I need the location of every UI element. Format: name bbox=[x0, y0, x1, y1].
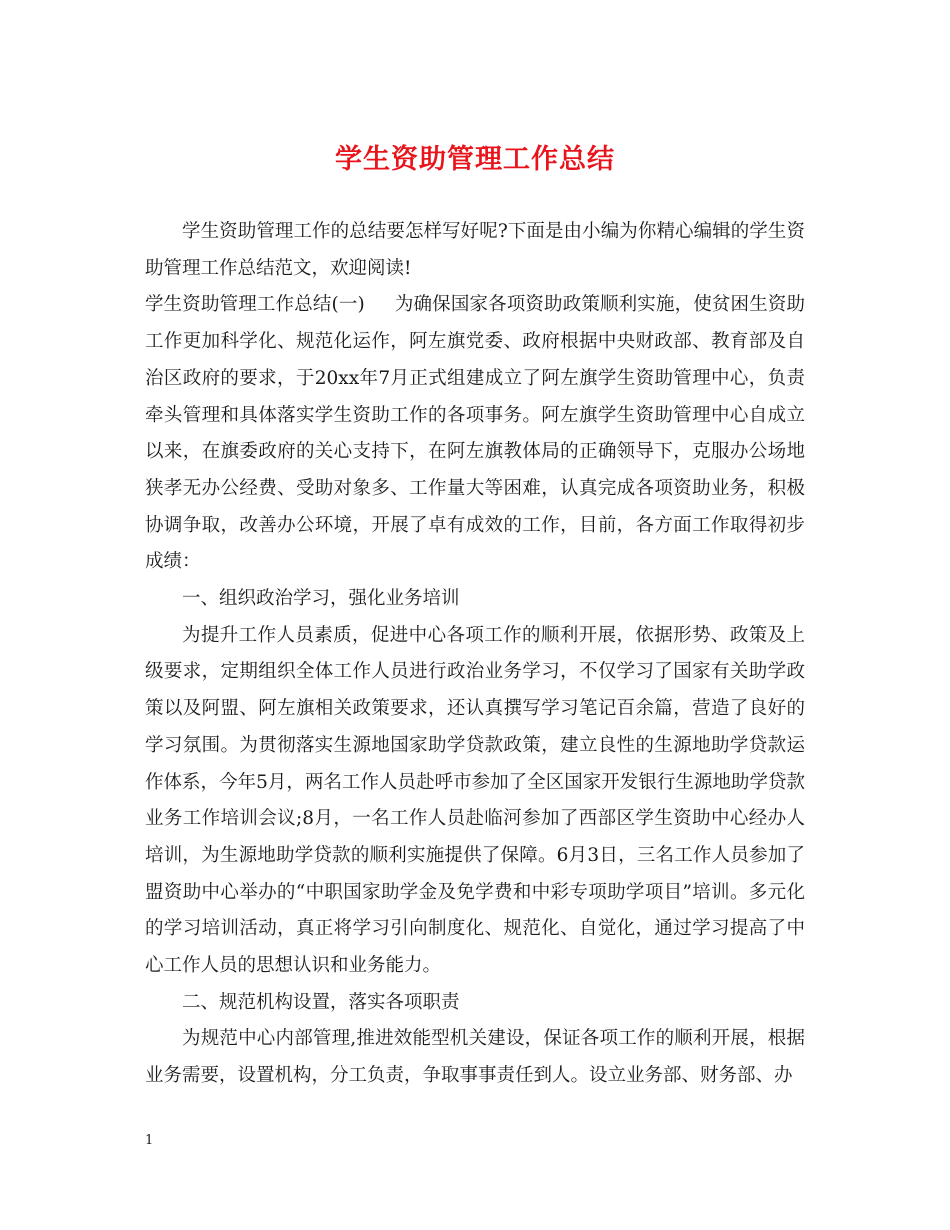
paragraph-organization: 为规范中心内部管理,推进效能型机关建设，保证各项工作的顺利开展，根据业务需要，设置机构，分工负责，争取事事责任到人。设立业务部、财务部、办 bbox=[145, 1028, 805, 1087]
section-lead: 学生资助管理工作总结(一) bbox=[145, 294, 365, 316]
section-one-text: 为确保国家各项资助政策顺利实施，使贫困生资助工作更加科学化、规范化运作，阿左旗党委、政府根据中央财政部、教育部及自治区政府的要求，于20xx年7月正式组建成立了阿左旗学生资助管理中心，负责牵头管理和具体落实学生资助工作的各项事务。阿左旗学生资助管理中心自成立以来，在旗委政府的关心支持下，在阿左旗教体局的正确领导下，克服办公场地狭孝无办公经费、受助对象多、工作量大等困难，认真完成各项资助业务，积极协调争取，改善办公环境，开展了卓有成效的工作，目前，各方面工作取得初步成绩： bbox=[145, 294, 805, 573]
heading-two: 二、规范机构设置，落实各项职责 bbox=[182, 991, 460, 1013]
document-title: 学生资助管理工作总结 bbox=[335, 144, 615, 175]
section-one-paragraph bbox=[145, 287, 805, 581]
page-number: 1 bbox=[145, 1133, 154, 1148]
paragraph-training: 为提升工作人员素质，促进中心各项工作的顺利开展，依据形势、政策及上级要求，定期组织全体工作人员进行政治业务学习，不仅学习了国家有关助学政策以及阿盟、阿左旗相关政策要求，还认真撰写学习笔记百余篇，营造了良好的学习氛围。为贯彻落实生源地国家助学贷款政策，建立良性的生源地助学贷款运作体系，今年5月，两名工作人员赴呼市参加了全区国家开发银行生源地助学贷款业务工作培训会议;8月，一名工作人员赴临河参加了西部区学生资助中心经办人培训，为生源地助学贷款的顺利实施提供了保障。6月3日，三名工作人员参加了盟资助中心举办的“中职国家助学金及免学费和中彩专项助学项目”培训。多元化的学习培训活动，真正将学习引向制度化、规范化、自觉化，通过学习提高了中心工作人员的思想认识和业务能力。 bbox=[145, 624, 805, 977]
intro-paragraph: 学生资助管理工作的总结要怎样写好呢?下面是由小编为你精心编辑的学生资助管理工作总结范文，欢迎阅读! bbox=[145, 221, 805, 279]
heading-one: 一、组织政治学习，强化业务培训 bbox=[182, 588, 460, 610]
document-body bbox=[145, 214, 805, 1095]
